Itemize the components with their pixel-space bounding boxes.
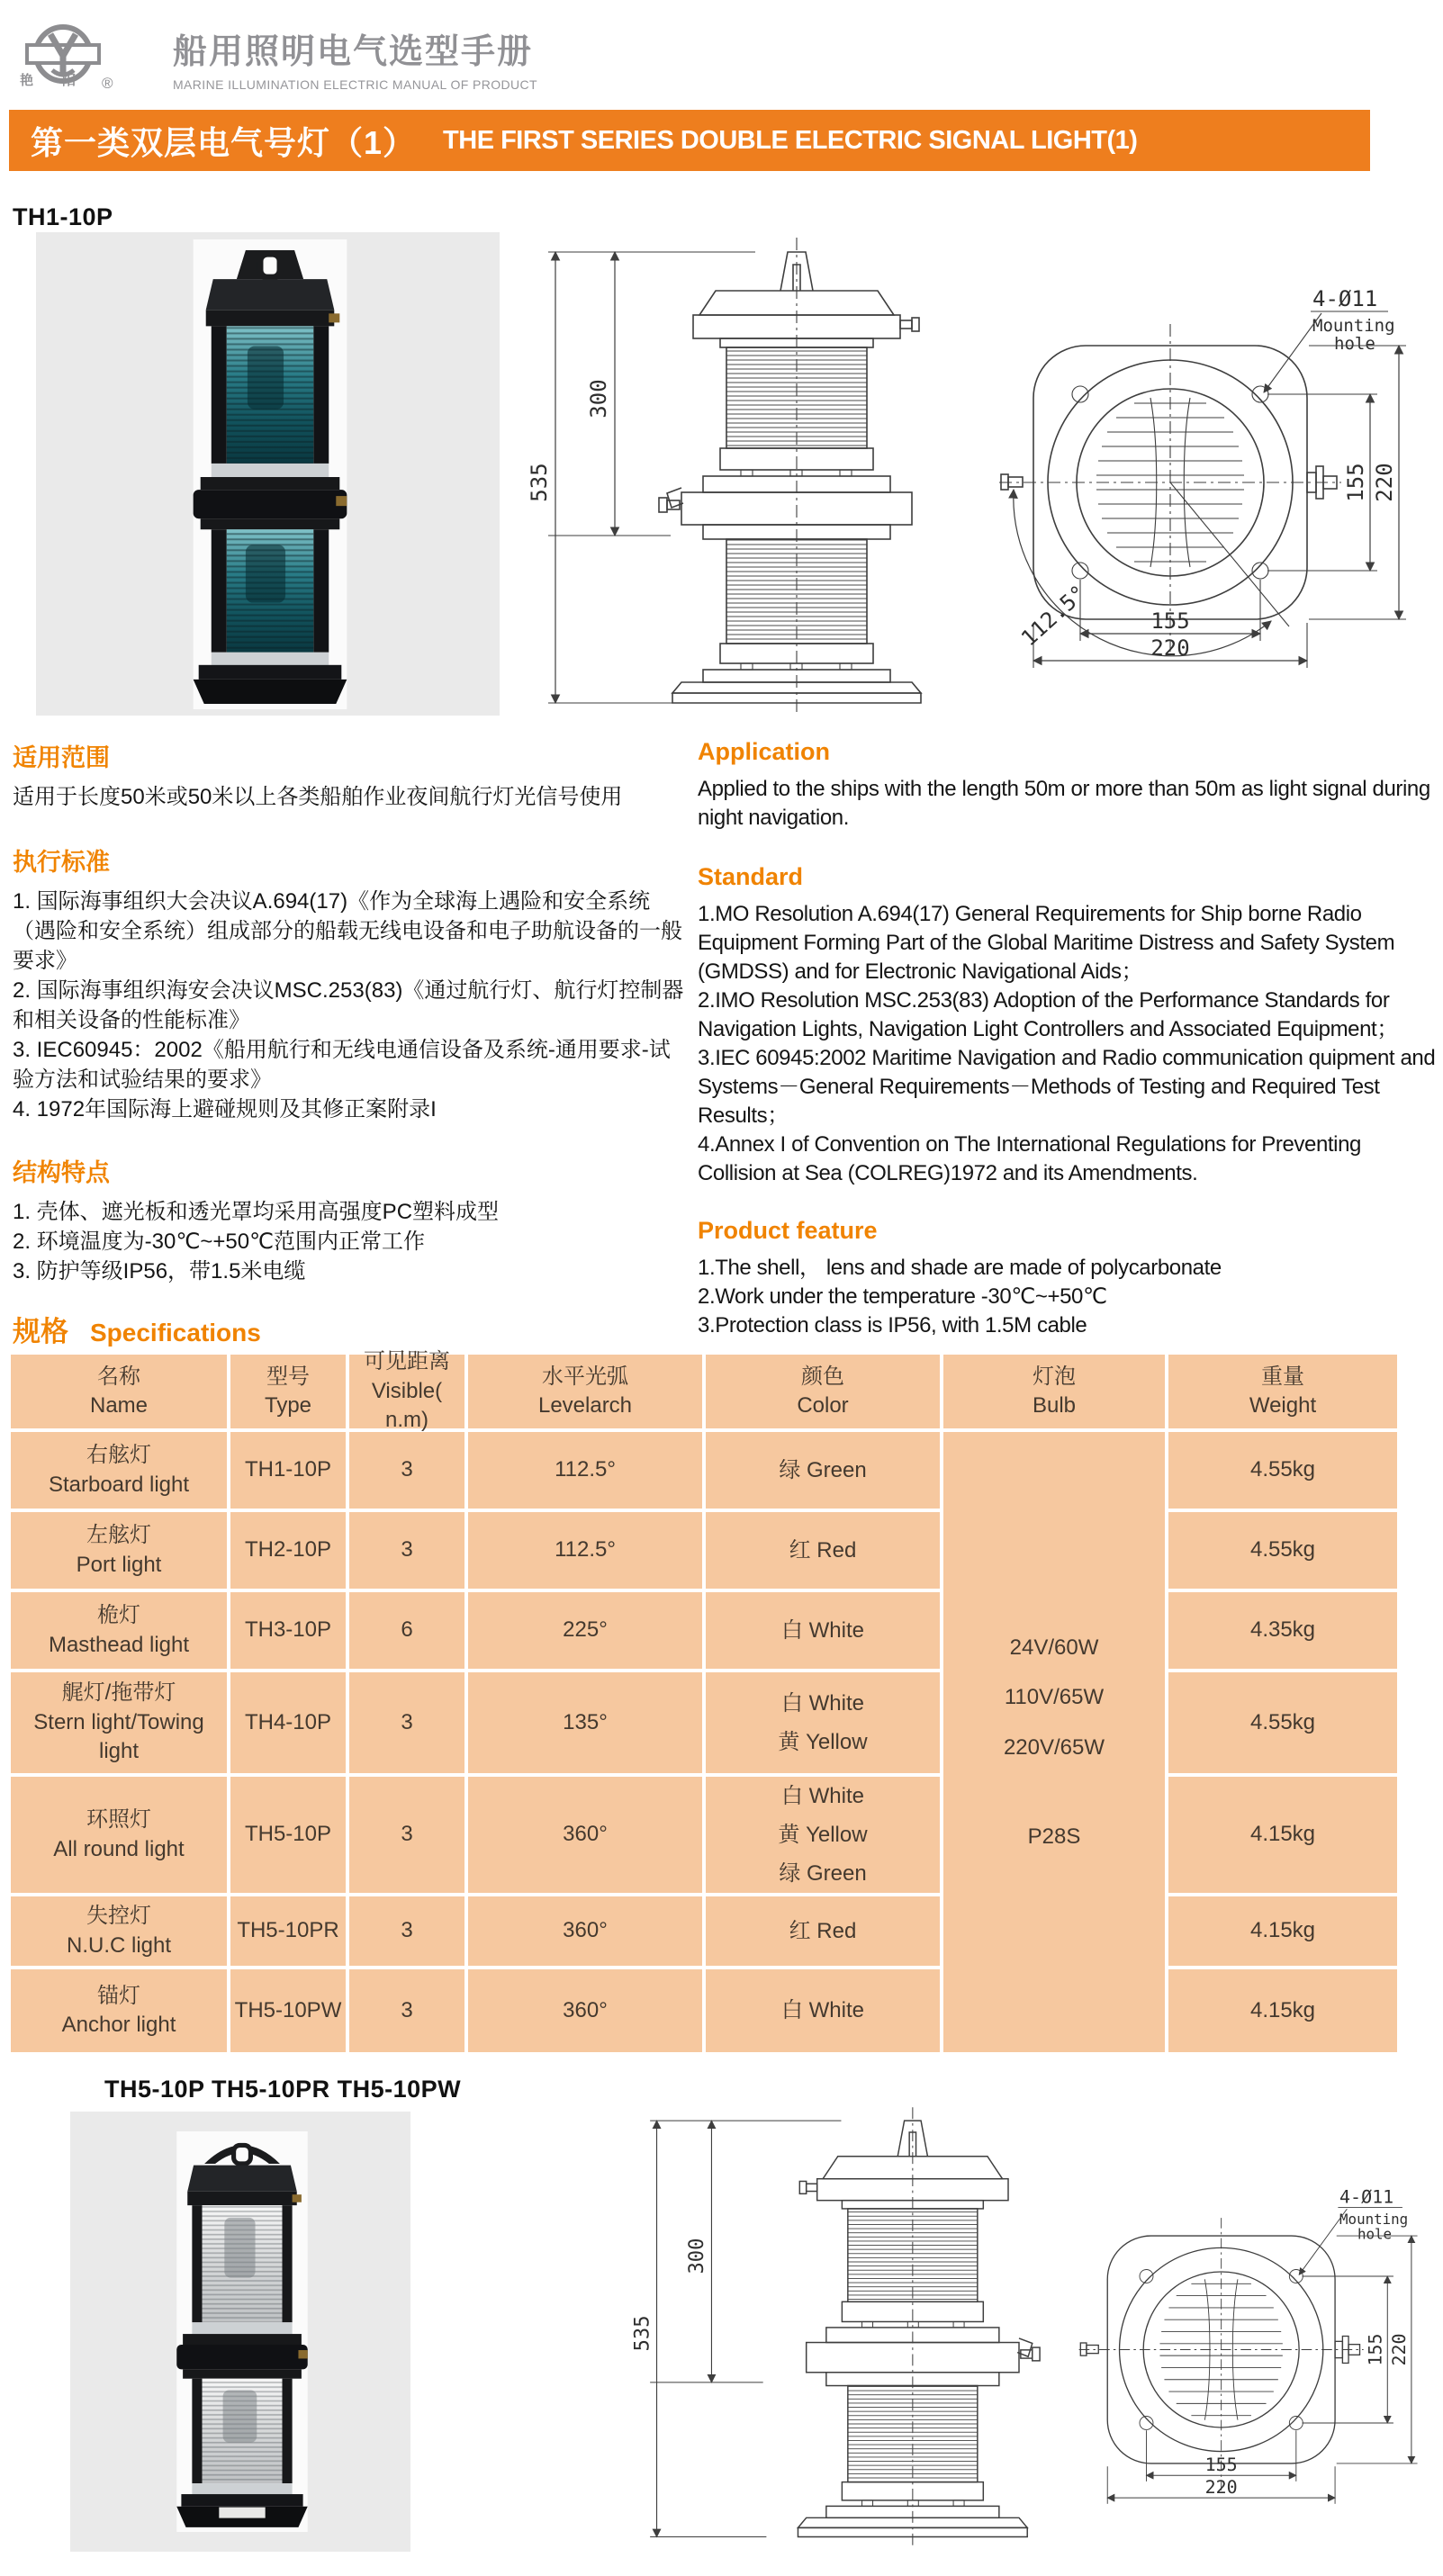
dim-535: 535 — [527, 463, 552, 502]
model-name-bottom: TH5-10P TH5-10PR TH5-10PW — [104, 2076, 462, 2103]
bulb-merged-cell: 24V/60W 110V/65W 220V/65W P28S — [943, 1432, 1165, 2052]
table-row-type: TH2-10P — [230, 1512, 346, 1589]
feature-item-en: 2.Work under the temperature -30℃~+50℃ — [698, 1284, 1107, 1309]
signal-light-photo-clear — [175, 2131, 310, 2532]
application-body-en: Applied to the ships with the length 50m or more than 50m as light signal during night navigation. — [698, 777, 1430, 830]
col-header-bulb: 灯泡 Bulb — [943, 1355, 1165, 1428]
table-row-weight: 4.55kg — [1168, 1512, 1397, 1589]
table-row-arc: 135° — [468, 1672, 702, 1773]
table-row-visible: 3 — [349, 1896, 464, 1966]
dimension-lines — [630, 2121, 841, 2536]
standard-item-cn: 2. 国际海事组织海安会决议MSC.253(83)《通过航行灯、航行灯控制器和相关设备的性能标准》 — [13, 978, 684, 1032]
spec-heading-cn: 规格 — [13, 1316, 68, 1347]
table-row-arc: 112.5° — [468, 1432, 702, 1509]
dim-300: 300 — [586, 379, 611, 419]
table-row-color: 白 White — [706, 1592, 940, 1669]
dim-155-v: 155 — [1343, 463, 1368, 502]
standard-item-en: 2.IMO Resolution MSC.253(83) Adoption of the Performance Standards for Navigation Lights, Navigation Light Controllers and Associated Equipment； — [698, 988, 1398, 1041]
table-row-visible: 3 — [349, 1777, 464, 1893]
table-row-name: 环照灯 All round light — [11, 1777, 227, 1893]
table-row-weight: 4.15kg — [1168, 1777, 1397, 1893]
dim-300: 300 — [685, 2238, 709, 2274]
chinese-text-column — [13, 738, 686, 1286]
lamp-outline-mirrored — [798, 2107, 1040, 2547]
feature-item-cn: 1. 壳体、遮光板和透光罩均采用高强度PC塑料成型 — [13, 1200, 500, 1224]
table-row-weight: 4.15kg — [1168, 1896, 1397, 1966]
table-row-name: 锚灯 Anchor light — [11, 1969, 227, 2052]
mounting-word1: Mounting — [1312, 316, 1395, 336]
dim-angle: 112.5° — [1016, 580, 1092, 652]
mounting-word2: hole — [1357, 2225, 1393, 2243]
dim-155-h: 155 — [1150, 608, 1190, 634]
table-row-visible: 3 — [349, 1432, 464, 1509]
dim-535: 535 — [630, 2315, 654, 2352]
feature-item-cn: 2. 环境温度为-30℃~+50℃范围内正常工作 — [13, 1229, 426, 1254]
table-row-type: TH4-10P — [230, 1672, 346, 1773]
table-row-color: 红 Red — [706, 1896, 940, 1966]
dim-155-h: 155 — [1204, 2454, 1238, 2476]
product-photo-panel-bottom — [70, 2112, 410, 2552]
model-name-top: TH1-10P — [13, 203, 113, 230]
table-row-arc: 112.5° — [468, 1512, 702, 1589]
standard-item-cn: 1. 国际海事组织大会决议A.694(17)《作为全球海上遇险和安全系统（遇险和安全系统）组成部分的船载无线电设备和电子助航设备的一般要求》 — [13, 889, 682, 973]
table-row-weight: 4.55kg — [1168, 1672, 1397, 1773]
table-row-type: TH5-10P — [230, 1777, 346, 1893]
application-heading-en: Application — [698, 738, 830, 765]
page-subtitle: MARINE ILLUMINATION ELECTRIC MANUAL OF PRODUCT — [173, 77, 537, 92]
table-row-arc: 360° — [468, 1777, 702, 1893]
mounting-word1: Mounting — [1339, 2210, 1409, 2228]
dimension-drawing-side-top — [527, 232, 995, 718]
section-banner — [9, 110, 1370, 171]
table-row-visible: 3 — [349, 1672, 464, 1773]
brand-name: 艳 阳 — [20, 73, 89, 88]
mounting-hole-callout — [1264, 286, 1395, 392]
signal-light-photo-green — [135, 239, 405, 709]
feature-heading-cn: 结构特点 — [13, 1159, 110, 1186]
table-row-type: TH5-10PW — [230, 1969, 346, 2052]
specifications-table — [11, 1349, 1397, 2052]
table-row-color: 红 Red — [706, 1512, 940, 1589]
standard-item-en: 4.Annex I of Convention on The International Regulations for Preventing Collision at Sea (COLREG)1972 and its Amendments. — [698, 1132, 1361, 1185]
col-header-arc: 水平光弧 Levelarch — [468, 1355, 702, 1428]
col-header-weight: 重量 Weight — [1168, 1355, 1397, 1428]
spec-heading-en: Specifications — [90, 1319, 261, 1347]
dimension-drawing-side-bottom — [630, 2102, 1062, 2552]
table-row-name: 失控灯 N.U.C light — [11, 1896, 227, 1966]
dimension-lines — [527, 252, 755, 703]
col-header-visible: 可见距离 Visible( n.m) — [349, 1355, 464, 1428]
english-text-column — [698, 738, 1438, 1340]
table-row-weight: 4.15kg — [1168, 1969, 1397, 2052]
lamp-outline — [659, 238, 921, 715]
header-titles — [173, 23, 537, 92]
table-row-name: 艉灯/拖带灯 Stern light/Towing light — [11, 1672, 227, 1773]
mounting-hole-callout — [1299, 2185, 1408, 2274]
dimension-drawing-plan-bottom — [1064, 2140, 1442, 2545]
specifications-heading — [13, 1309, 261, 1349]
table-row-visible: 3 — [349, 1512, 464, 1589]
table-row-name: 桅灯 Masthead light — [11, 1592, 227, 1669]
col-header-name: 名称 Name — [11, 1355, 227, 1428]
table-row-type: TH3-10P — [230, 1592, 346, 1669]
application-body-cn: 适用于长度50米或50米以上各类船舶作业夜间航行灯光信号使用 — [13, 785, 623, 809]
table-row-arc: 225° — [468, 1592, 702, 1669]
mounting-word2: hole — [1334, 334, 1375, 354]
table-row-type: TH5-10PR — [230, 1896, 346, 1966]
table-row-visible: 3 — [349, 1969, 464, 2052]
table-row-arc: 360° — [468, 1969, 702, 2052]
dimension-drawing-plan-top — [981, 263, 1436, 686]
table-row-weight: 4.55kg — [1168, 1432, 1397, 1509]
table-row-type: TH1-10P — [230, 1432, 346, 1509]
standard-item-cn: 3. IEC60945：2002《船用航行和无线电通信设备及系统-通用要求-试验方法和试验结果的要求》 — [13, 1038, 671, 1092]
feature-heading-en: Product feature — [698, 1217, 878, 1244]
table-row-color: 白 White 黄 Yellow 绿 Green — [706, 1777, 940, 1893]
banner-title-en: THE FIRST SERIES DOUBLE ELECTRIC SIGNAL LIGHT(1) — [443, 125, 1138, 155]
dim-220-v: 220 — [1372, 463, 1397, 502]
standard-item-cn: 4. 1972年国际海上避碰规则及其修正案附录I — [13, 1097, 437, 1121]
feature-item-cn: 3. 防护等级IP56，带1.5米电缆 — [13, 1259, 306, 1283]
table-row-name: 右舷灯 Starboard light — [11, 1432, 227, 1509]
table-row-weight: 4.35kg — [1168, 1592, 1397, 1669]
table-row-color: 白 White 黄 Yellow — [706, 1672, 940, 1773]
standard-heading-en: Standard — [698, 863, 804, 890]
standard-heading-cn: 执行标准 — [13, 849, 110, 876]
dim-220-h: 220 — [1150, 635, 1190, 661]
dim-4d11: 4-Ø11 — [1312, 286, 1378, 311]
product-photo-panel-top — [36, 232, 500, 716]
col-header-type: 型号 Type — [230, 1355, 346, 1428]
table-row-name: 左舷灯 Port light — [11, 1512, 227, 1589]
dim-220-h: 220 — [1204, 2476, 1238, 2499]
registered-mark: ® — [102, 75, 113, 92]
application-heading-cn: 适用范围 — [13, 744, 110, 771]
table-row-visible: 6 — [349, 1592, 464, 1669]
dim-155-v: 155 — [1364, 2333, 1386, 2366]
page-title: 船用照明电气选型手册 — [173, 33, 534, 71]
table-row-arc: 360° — [468, 1896, 702, 1966]
table-row-color: 绿 Green — [706, 1432, 940, 1509]
dim-4d11: 4-Ø11 — [1339, 2185, 1394, 2208]
table-row-color: 白 White — [706, 1969, 940, 2052]
flange-outline — [1079, 2218, 1364, 2490]
col-header-color: 颜色 Color — [706, 1355, 940, 1428]
feature-item-en: 3.Protection class is IP56, with 1.5M cable — [698, 1313, 1087, 1338]
standard-item-en: 1.MO Resolution A.694(17) General Requirements for Ship borne Radio Equipment Forming Part of the Global Maritime Distress and Safety System (GMDSS) and for Electronic Navigational Aids； — [698, 902, 1395, 984]
feature-item-en: 1.The shell， lens and shade are made of polycarbonate — [698, 1256, 1222, 1280]
banner-title-cn: 第一类双层电气号灯（1） — [31, 123, 417, 161]
standard-item-en: 3.IEC 60945:2002 Maritime Navigation and Radio communication quipment and Systems－General Requirements－Methods of Testing and Required Test Results； — [698, 1046, 1436, 1128]
dim-220-v: 220 — [1388, 2333, 1411, 2366]
